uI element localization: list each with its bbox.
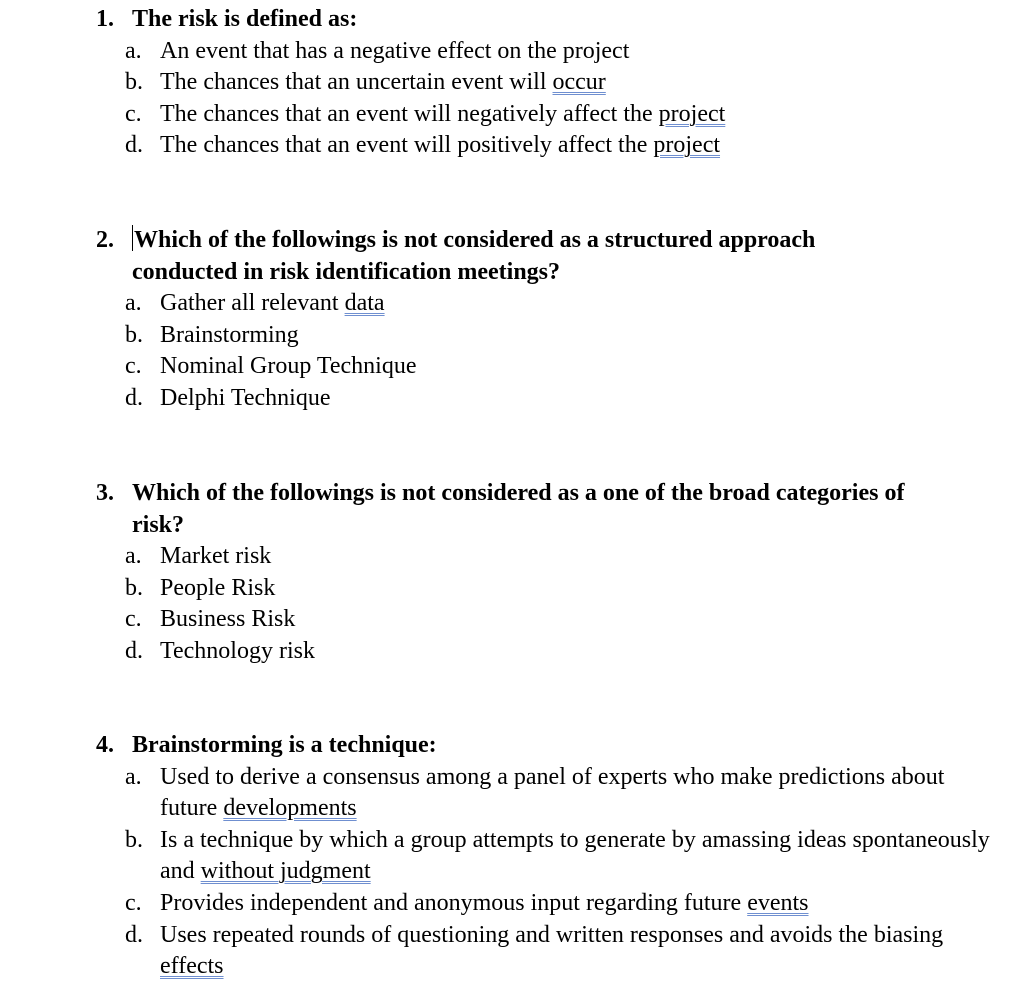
option-text: Gather all relevant: [160, 290, 345, 317]
option-3a: [0, 541, 1024, 573]
option-1d: [0, 130, 1024, 162]
option-text: Used to derive a consensus among a panel of experts who make predictions about future: [160, 763, 945, 822]
option-letter: b.: [125, 574, 143, 601]
question-1: [0, 4, 1024, 162]
option-letter: a.: [125, 37, 142, 64]
option-letter: b.: [125, 826, 143, 853]
option-letter: a.: [125, 763, 142, 790]
option-letter: a.: [125, 290, 142, 317]
option-1c: [0, 99, 1024, 131]
option-text: The chances that an event will positively affect the: [160, 132, 654, 159]
option-3d: [0, 636, 1024, 668]
option-letter: c.: [125, 606, 142, 633]
option-letter: c.: [125, 100, 142, 127]
option-4d: [0, 920, 1024, 983]
option-letter: a.: [125, 543, 142, 570]
option-text: Brainstorming: [160, 321, 299, 348]
option-letter: d.: [125, 637, 143, 664]
option-4a: [0, 762, 1024, 825]
question-4: [0, 730, 1024, 983]
option-text: An event that has a negative effect on the project: [160, 37, 630, 64]
question-number: 2.: [96, 227, 114, 253]
option-letter: d.: [125, 921, 143, 948]
question-4-title: [0, 730, 1024, 762]
question-text-continued: conducted in risk identification meetings?: [132, 258, 561, 285]
text-cursor: [132, 225, 133, 251]
question-number: 3.: [96, 480, 114, 506]
option-letter: d.: [125, 132, 143, 159]
option-text: The chances that an event will negatively affect the: [160, 100, 659, 127]
grammar-underlined-word[interactable]: data: [344, 290, 385, 317]
option-text: Market risk: [160, 543, 272, 570]
option-2a: [0, 288, 1024, 320]
option-letter: d.: [125, 384, 143, 411]
question-text: Brainstorming is a technique:: [132, 732, 437, 758]
option-2b: [0, 320, 1024, 352]
option-letter: c.: [125, 889, 142, 916]
grammar-underlined-word[interactable]: effects: [160, 953, 224, 980]
grammar-underlined-word[interactable]: events: [747, 889, 809, 916]
option-3c: [0, 604, 1024, 636]
option-text: Uses repeated rounds of questioning and written responses and avoids the biasing: [160, 921, 944, 948]
option-text: People Risk: [160, 574, 276, 601]
option-1a: [0, 36, 1024, 68]
option-text: Provides independent and anonymous input regarding future: [160, 889, 748, 916]
grammar-underlined-word[interactable]: occur: [552, 69, 606, 96]
option-text: Delphi Technique: [160, 384, 331, 411]
option-2d: [0, 383, 1024, 415]
option-3b: [0, 573, 1024, 605]
option-text: Nominal Group Technique: [160, 353, 417, 380]
question-number: 1.: [96, 6, 114, 32]
option-letter: b.: [125, 321, 143, 348]
question-2-title: [0, 225, 1024, 288]
option-text: Is a technique by which a group attempts to generate by amassing ideas spontaneously and: [160, 826, 990, 885]
question-number: 4.: [96, 732, 114, 758]
option-4b: [0, 825, 1024, 888]
option-text: Technology risk: [160, 637, 315, 664]
option-text: The chances that an uncertain event will: [160, 69, 553, 96]
grammar-underlined-word[interactable]: without judgment: [200, 858, 371, 885]
option-2c: [0, 351, 1024, 383]
question-1-title: [0, 4, 1024, 36]
question-text: The risk is defined as:: [132, 6, 358, 32]
option-letter: b.: [125, 69, 143, 96]
question-text: Which of the followings is not considered as a one of the broad categories of: [132, 480, 905, 506]
option-4c: [0, 888, 1024, 920]
option-letter: c.: [125, 353, 142, 380]
option-1b: [0, 67, 1024, 99]
question-3-title: [0, 478, 1024, 541]
question-text: Which of the followings is not considered as a structured approach: [134, 227, 816, 253]
grammar-underlined-word[interactable]: project: [653, 132, 721, 159]
question-text-continued: risk?: [132, 511, 185, 538]
option-text: Business Risk: [160, 606, 296, 633]
question-2: [0, 225, 1024, 415]
grammar-underlined-word[interactable]: project: [658, 100, 726, 127]
grammar-underlined-word[interactable]: developments: [223, 795, 357, 822]
question-3: [0, 478, 1024, 668]
